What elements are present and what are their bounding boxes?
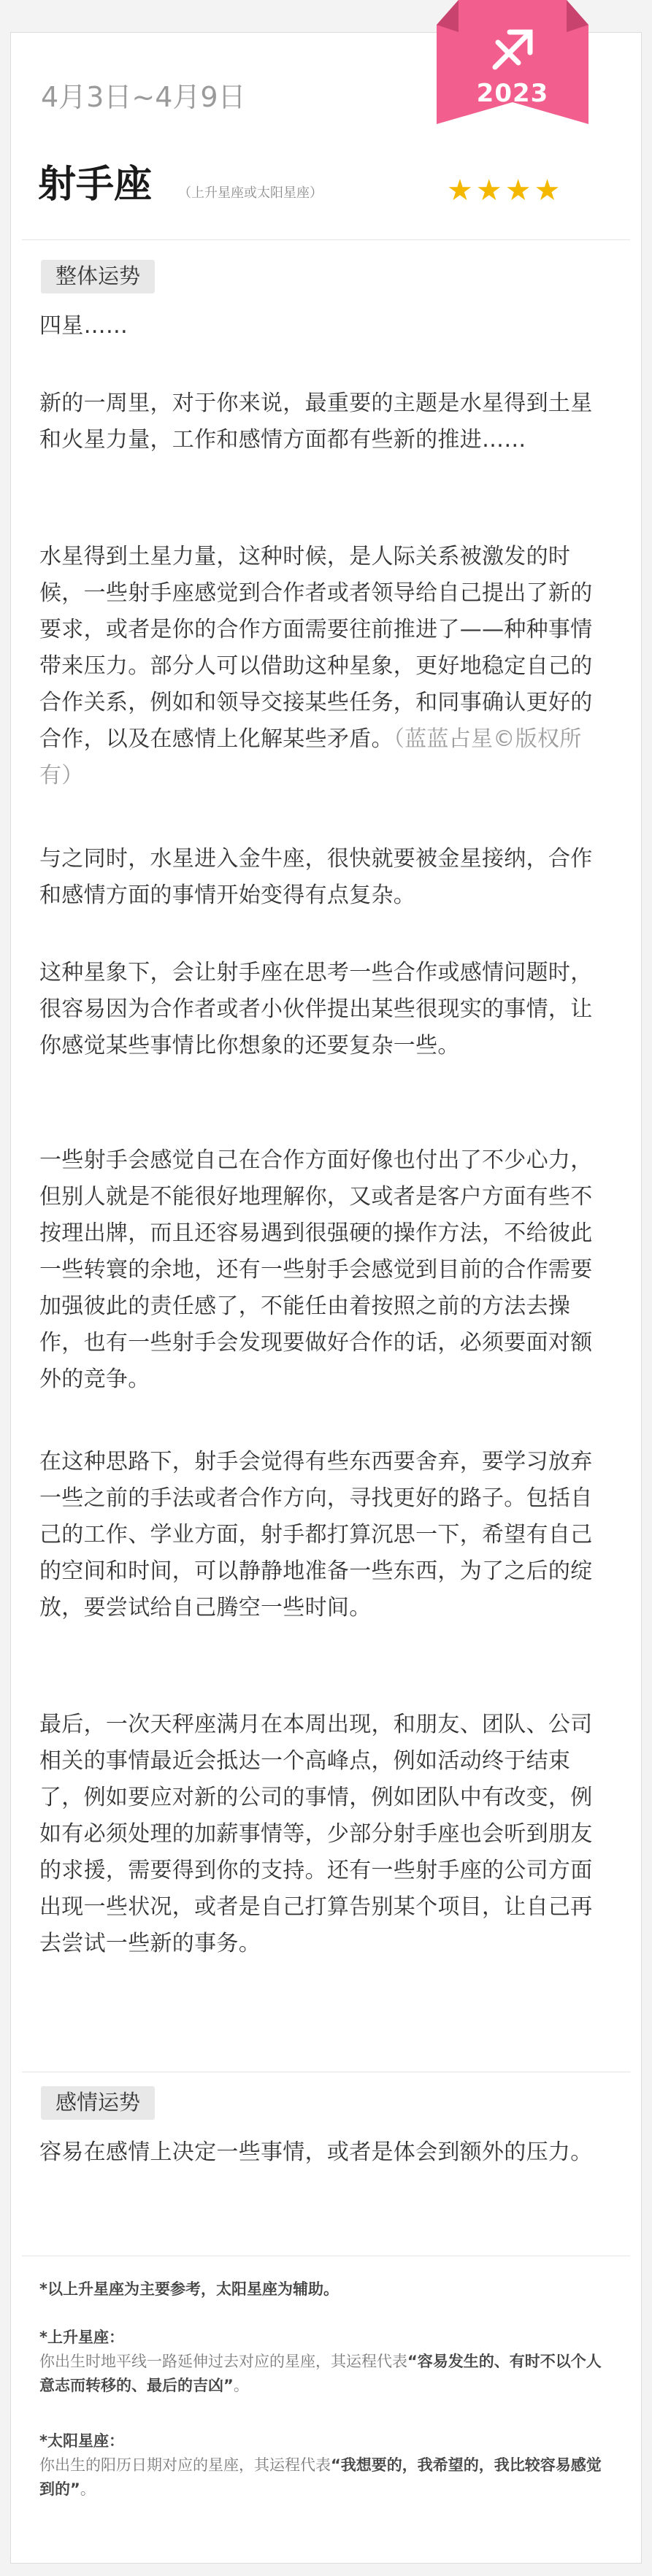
overall-para-6: 一些射手会感觉自己在合作方面好像也付出了不少心力，但别人就是不能很好地理解你，又或者是客户方面有些不按理出牌，而且还容易遇到很强硬的操作方法，不给彼此一些转寰的余地，还有一些射手会感觉到目前的合作需要加强彼此的责任感了，不能任由着按照之前的方法去操作，也有一些射手会发现要做好合作的话，必须要面对额外的竞争。: [39, 1147, 593, 1392]
love-text: 容易在感情上决定一些事情，或者是体会到额外的压力。: [39, 2139, 593, 2165]
date-range: 4月3日~4月9日: [41, 81, 246, 113]
note-sun-quote: “我想要的，我希望的，我比较容易感觉到的”: [39, 2456, 602, 2498]
love-tag: 感情运势: [41, 2086, 155, 2120]
overall-para-1: 四星……: [39, 313, 129, 339]
star-rating: ★★★★: [447, 174, 564, 207]
sign-subtitle: （上升星座或太阳星座）: [178, 185, 323, 201]
sign-title: 射手座: [38, 163, 153, 207]
overall-para-2: 新的一周里，对于你来说，最重要的主题是水星得到土星和火星力量，工作和感情方面都有些新的推进……: [39, 391, 593, 453]
note-rising-desc: 你出生时地平线一路延伸过去对应的星座，其运程代表: [39, 2353, 407, 2370]
note-rising-end: 。: [233, 2377, 249, 2394]
year-label: 2023: [476, 79, 549, 108]
year-badge: [437, 0, 588, 124]
note-rising-title: *上升星座：: [39, 2329, 124, 2346]
overall-para-7: 在这种思路下，射手会觉得有些东西要舍弃，要学习放弃一些之前的手法或者合作方向，寻找更好的路子。包括自己的工作、学业方面，射手都打算沉思一下，希望有自己的空间和时间，可以静静地准备一些东西，为了之后的绽放，要尝试给自己腾空一些时间。: [39, 1449, 593, 1620]
copyright-mark: （蓝蓝占星©版权所有）: [39, 726, 582, 788]
divider: [22, 239, 630, 240]
note-rising: [39, 2326, 616, 2398]
note-main: [39, 2277, 616, 2302]
overall-para-5: 这种星象下，会让射手座在思考一些合作或感情问题时，很容易因为合作者或者小伙伴提出某些很现实的事情，让你感觉某些事情比你想象的还要复杂一些。: [39, 960, 593, 1058]
overall-para-4: 与之同时，水星进入金牛座，很快就要被金星接纳，合作和感情方面的事情开始变得有点复杂。: [39, 846, 593, 908]
overall-para-3-text: 水星得到土星力量，这种时候，是人际关系被激发的时候，一些射手座感觉到合作者或者领导给自己提出了新的要求，或者是你的合作方面需要往前推进了——种种事情带来压力。部分人可以借助这种星象，更好地稳定自己的合作关系，例如和领导交接某些任务，和同事确认更好的合作，以及在感情上化解某些矛盾。: [39, 544, 593, 752]
note-sun: [39, 2429, 616, 2502]
note-sun-title: *太阳星座：: [39, 2432, 124, 2450]
overall-tag: 整体运势: [41, 260, 155, 293]
overall-para-8: 最后，一次天秤座满月在本周出现，和朋友、团队、公司相关的事情最近会抵达一个高峰点，例如活动终于结束了，例如要应对新的公司的事情，例如团队中有改变，例如有必须处理的加薪事情等，少部分射手座也会听到朋友的求援，需要得到你的支持。还有一些射手座的公司方面出现一些状况，或者是自己打算告别某个项目，让自己再去尝试一些新的事务。: [39, 1712, 593, 1956]
note-sun-end: 。: [80, 2480, 96, 2498]
note-main-text: *以上升星座为主要参考，太阳星座为辅助。: [39, 2280, 339, 2298]
note-rising-quote: “容易发生的、有时不以个人意志而转移的、最后的吉凶”: [39, 2353, 602, 2394]
overall-para-3: [39, 539, 609, 794]
note-sun-desc: 你出生的阳历日期对应的星座，其运程代表: [39, 2456, 331, 2474]
